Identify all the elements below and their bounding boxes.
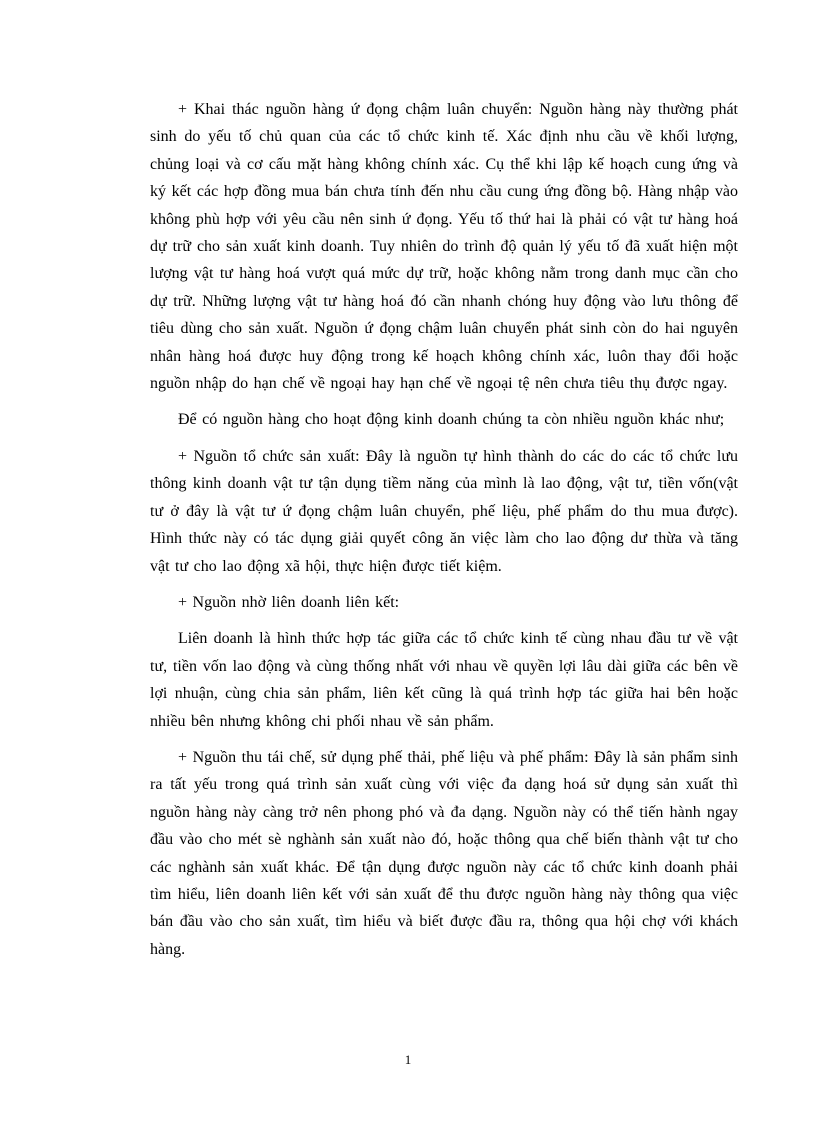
paragraph-other-sources: Để có nguồn hàng cho hoạt động kinh doanh chúng ta còn nhiều nguồn khác như;	[178, 411, 725, 429]
page-number: 1	[404, 1052, 412, 1067]
paragraph-recycling-source: + Nguồn thu tái chế, sử dụng phế thải, phế liệu và phế phẩm: Đây là sản phẩm sinh ra tất yếu trong quá trình sản xuất cùng với việc đa dạng hoá sử dụng sản xuất thì nguồn hàng này càng trở nên phong phó và đa dạng. Nguồn này có thể tiến hành ngay đầu vào cho mét sè nghành sản xuất nào đó, hoặc thông qua chế biến thành vật tư cho các nghành sản xuất khác. Để tận dụng được nguồn này các tổ chức kinh doanh phải tìm hiểu, liên doanh liên kết với sản xuất để thu được nguồn hàng này thông qua việc bán đầu vào cho sản xuất, tìm hiểu và biết được đầu ra, thông qua hội chợ với khách hàng.	[150, 748, 738, 958]
paragraph-production-source: + Nguồn tổ chức sản xuất: Đây là nguồn tự hình thành do các do các tổ chức lưu thông kinh doanh vật tư tận dụng tiềm năng của mình là lao động, vật tư, tiền vốn(vật tư ở đây là vật tư ứ đọng chậm luân chuyển, phế liệu, phế phẩm do thu mua được). Hình thức này có tác dụng giải quyết công ăn việc làm cho lao động dư thừa và tăng vật tư cho lao động xã hội, thực hiện được tiết kiệm.	[150, 447, 738, 575]
paragraph-joint-venture-heading: + Nguồn nhờ liên doanh liên kết:	[178, 593, 400, 611]
paragraph-slow-moving-goods: + Khai thác nguồn hàng ứ đọng chậm luân chuyển: Nguồn hàng này thường phát sinh do yếu tố chủ quan của các tổ chức kinh tế. Xác định nhu cầu về khối lượng, chủng loại và cơ cấu mặt hàng không chính xác. Cụ thể khi lập kế hoạch cung ứng và ký kết các hợp đồng mua bán chưa tính đến nhu cầu cung ứng đồng bộ. Hàng nhập vào không phù hợp với yêu cầu nên sinh ứ đọng. Yếu tố thứ hai là phải có vật tư hàng hoá dự trữ cho sản xuất kinh doanh. Tuy nhiên do trình độ quản lý yếu tố đã xuất hiện một lượng vật tư hàng hoá vượt quá mức dự trữ, hoặc không nằm trong danh mục cần cho dự trữ. Những lượng vật tư hàng hoá đó cần nhanh chóng huy động vào lưu thông để tiêu dùng cho sản xuất. Nguồn ứ đọng chậm luân chuyển phát sinh còn do hai nguyên nhân hàng hoá được huy động trong kế hoạch không chính xác, luôn thay đổi hoặc nguồn nhập do hạn chế về ngoại hay hạn chế về ngoại tệ nên chưa tiêu thụ được ngay.	[150, 101, 738, 393]
paragraph-joint-venture: Liên doanh là hình thức hợp tác giữa các tổ chức kinh tế cùng nhau đầu tư về vật tư, tiền vốn lao động và cùng thống nhất với nhau về quyền lợi lâu dài giữa các bên về lợi nhuận, cùng chia sản phẩm, liên kết cũng là quá trình hợp tác giữa hai bên hoặc nhiều bên nhưng không chi phối nhau về sản phẩm.	[150, 630, 738, 730]
document-body	[150, 96, 738, 972]
